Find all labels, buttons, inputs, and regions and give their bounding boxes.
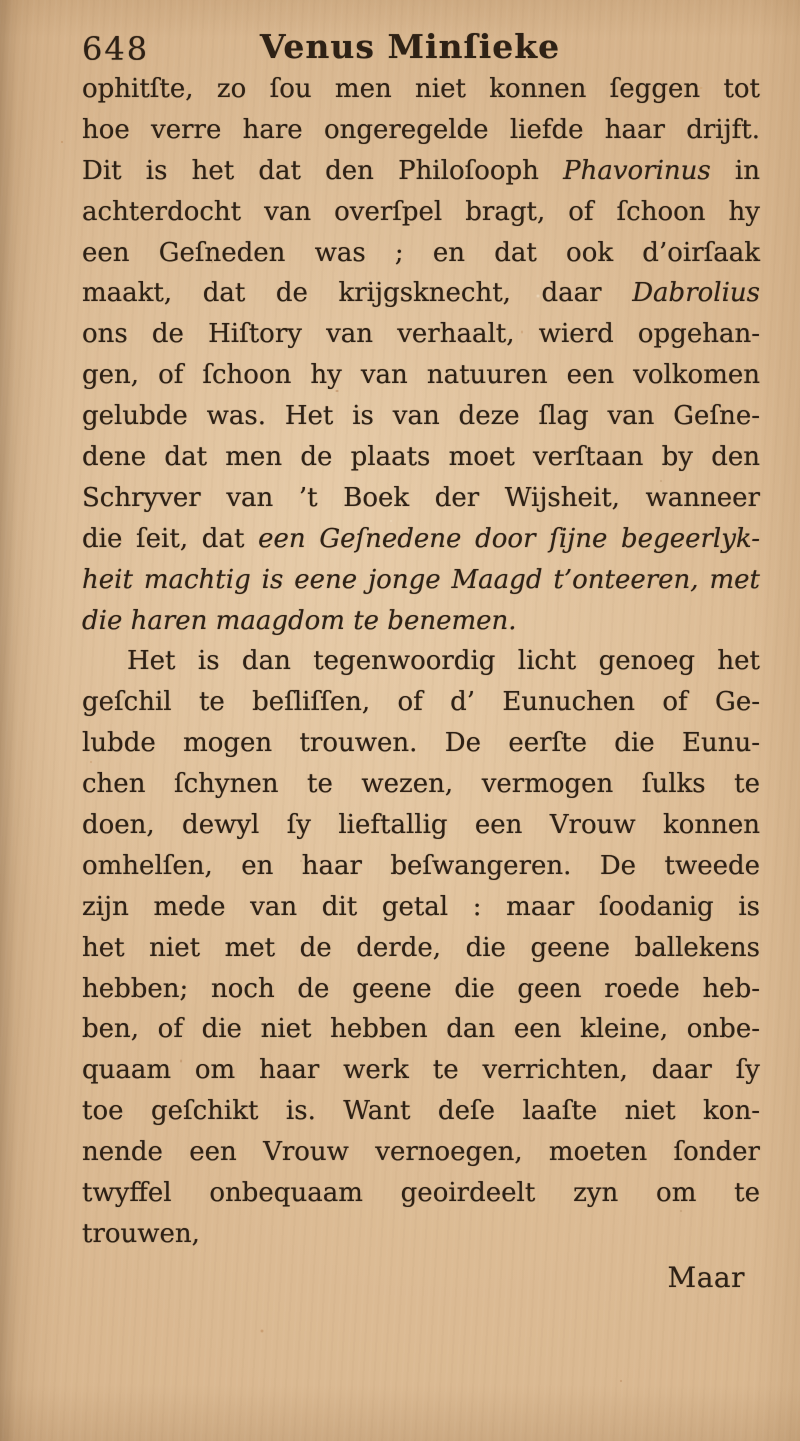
roman-text: het niet met de derde, die geene ballekens: [82, 932, 760, 963]
text-line: [82, 805, 760, 846]
text-line: [82, 519, 760, 560]
text-line: [82, 846, 760, 887]
running-title: Venus Minſieke: [259, 27, 561, 66]
italic-text: Dabrolius: [632, 278, 760, 309]
roman-text: achterdocht van overſpel bragt, of ſchoon hy: [82, 196, 760, 227]
italic-text: een Geſnedene door ſijne begeerlyk-: [258, 523, 761, 554]
text-line: [82, 1050, 760, 1091]
roman-text: twyffel onbequaam geoirdeelt zyn om te: [82, 1178, 760, 1209]
text-line: [82, 601, 760, 642]
text-line: [82, 1214, 760, 1255]
roman-text: ons de Hiſtory van verhaalt, wierd opgehan-: [82, 319, 760, 350]
roman-text: ben, of die niet hebben dan een kleine, onbe-: [82, 1014, 760, 1045]
roman-text: nende een Vrouw vernoegen, moeten ſonder: [82, 1137, 760, 1168]
roman-text: chen ſchynen te wezen, vermogen ſulks te: [82, 769, 760, 800]
text-line: [82, 1132, 760, 1173]
roman-text: hebben; noch de geene die geen roede heb-: [82, 973, 760, 1004]
page-number: 648: [82, 30, 150, 68]
text-line: [82, 314, 760, 355]
text-line: [82, 355, 760, 396]
text-line: [82, 233, 760, 274]
roman-text: geſchil te beſliſſen, of d’ Eunuchen of Ge-: [82, 687, 760, 718]
running-head: [82, 27, 760, 75]
text-line: [82, 151, 760, 192]
roman-text: lubde mogen trouwen. De eerſte die Eunu-: [82, 728, 760, 759]
text-line: [82, 1091, 760, 1132]
roman-text: maakt, dat de krijgsknecht, daar: [82, 278, 633, 309]
roman-text: hoe verre hare ongeregelde liefde haar drijft.: [82, 114, 760, 145]
roman-text: quaam om haar werk te verrichten, daar ſy: [82, 1055, 760, 1086]
roman-text: omhelſen, en haar beſwangeren. De tweede: [82, 850, 760, 881]
roman-text: Schryver van ’t Boek der Wijsheit, wanneer: [82, 482, 760, 513]
body-text: [82, 69, 760, 1255]
text-line: [82, 969, 760, 1010]
text-line: [82, 396, 760, 437]
italic-text: die haren maagdom te benemen.: [82, 605, 517, 636]
text-line: [82, 723, 760, 764]
text-line: [82, 641, 760, 682]
text-line: [82, 478, 760, 519]
roman-text: zijn mede van dit getal : maar ſoodanig is: [82, 891, 760, 922]
roman-text: trouwen,: [82, 1218, 200, 1249]
text-line: [82, 110, 760, 151]
roman-text: ophitſte, zo ſou men niet konnen ſeggen tot: [82, 74, 760, 104]
text-line: [82, 192, 760, 233]
roman-text: gen, of ſchoon hy van natuuren een volkomen: [82, 360, 760, 391]
italic-text: Phavorinus: [563, 155, 711, 186]
roman-text: in: [710, 155, 760, 186]
text-line: [82, 764, 760, 805]
roman-text: Het is dan tegenwoordig licht genoeg het: [127, 646, 760, 677]
text-line: [82, 437, 760, 478]
text-line: [82, 69, 760, 110]
text-line: [82, 887, 760, 928]
text-line: [82, 560, 760, 601]
text-line: [82, 273, 760, 314]
catchword: Maar: [667, 1261, 745, 1294]
roman-text: Dit is het dat den Philoſooph: [82, 155, 564, 186]
roman-text: gelubde was. Het is van deze ſlag van Geſne-: [82, 401, 760, 432]
text-line: [82, 1009, 760, 1050]
text-line: [82, 1173, 760, 1214]
roman-text: die ſeit, dat: [82, 523, 259, 554]
text-line: [82, 928, 760, 969]
roman-text: doen, dewyl ſy lieftallig een Vrouw konnen: [82, 810, 760, 841]
roman-text: een Geſneden was ; en dat ook d’oirſaak: [82, 237, 760, 268]
roman-text: toe geſchikt is. Want deſe laaſte niet kon-: [82, 1096, 760, 1127]
text-line: [82, 682, 760, 723]
roman-text: dene dat men de plaats moet verſtaan by den: [82, 442, 760, 473]
italic-text: heit machtig is eene jonge Maagd t’onteeren, met: [82, 564, 760, 595]
